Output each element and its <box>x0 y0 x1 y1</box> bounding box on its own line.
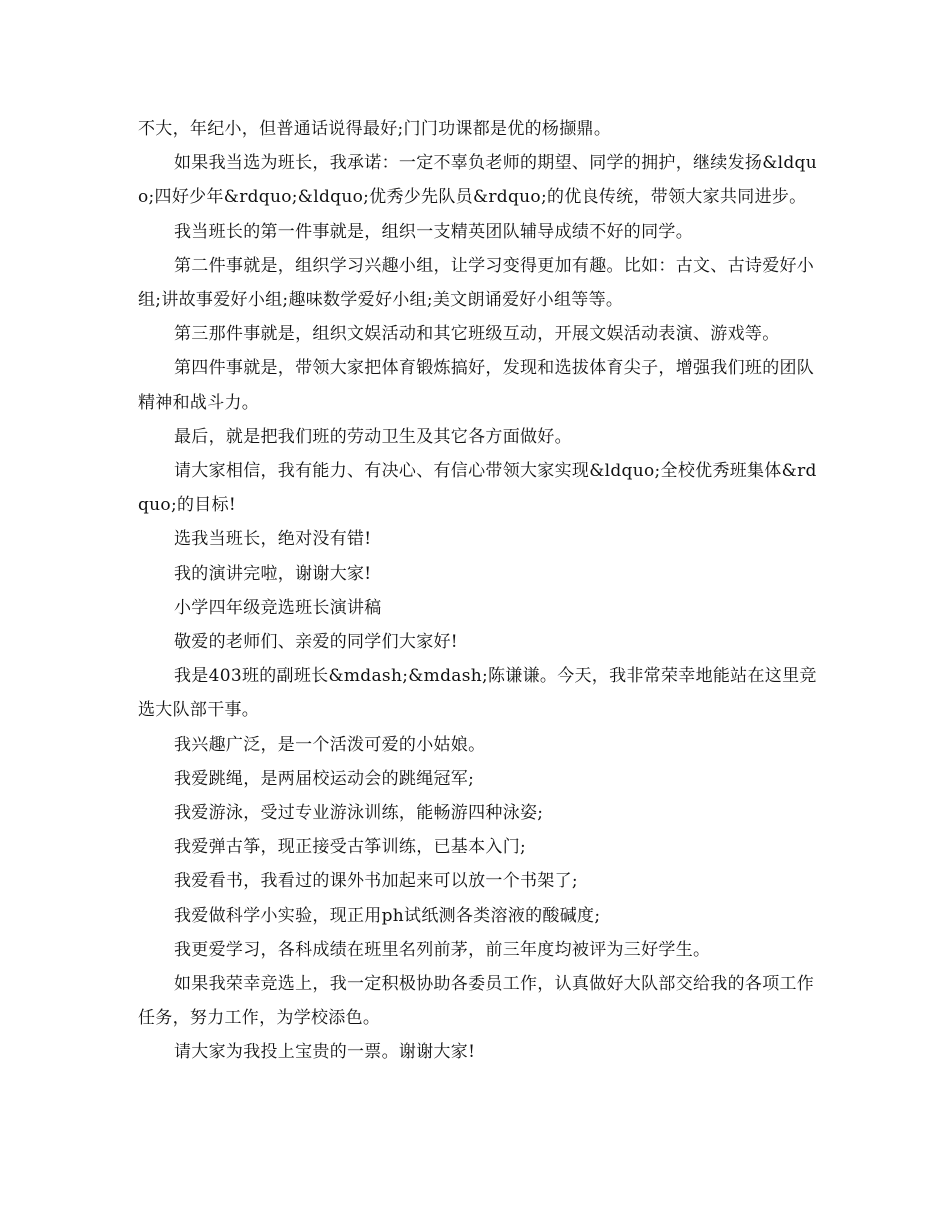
section-title: 小学四年级竞选班长演讲稿 <box>174 597 382 618</box>
paragraph: 我更爱学习，各科成绩在班里名列前茅，前三年度均被评为三好学生。 <box>174 939 711 960</box>
closing-line: 请大家为我投上宝贵的一票。谢谢大家! <box>174 1042 476 1063</box>
paragraph: 最后，就是把我们班的劳动卫生及其它各方面做好。 <box>174 426 572 447</box>
paragraph: 我兴趣广泛，是一个活泼可爱的小姑娘。 <box>174 734 486 755</box>
paragraph: 我是403班的副班长&mdash;&mdash;陈谦谦。今天，我非常荣幸地能站在这里竞选大队部干事。 <box>138 666 817 721</box>
document-body <box>138 112 818 1070</box>
paragraph: 我爱跳绳，是两届校运动会的跳绳冠军; <box>174 768 475 789</box>
paragraph: 不大，年纪小，但普通话说得最好;门门功课都是优的杨撷鼎。 <box>138 119 612 139</box>
paragraph: 如果我荣幸竞选上，我一定积极协助各委员工作，认真做好大队部交给我的各项工作任务，努力工作，为学校添色。 <box>138 974 815 1029</box>
paragraph: 我爱做科学小实验，现正用ph试纸测各类溶液的酸碱度; <box>174 905 601 926</box>
paragraph: 第三那件事就是，组织文娱活动和其它班级互动，开展文娱活动表演、游戏等。 <box>174 324 780 345</box>
paragraph: 请大家相信，我有能力、有决心、有信心带领大家实现&ldquo;全校优秀班集体&rdquo;的目标! <box>138 461 817 516</box>
paragraph: 我的演讲完啦，谢谢大家! <box>174 563 372 584</box>
paragraph: 我爱弹古筝，现正接受古筝训练，已基本入门; <box>174 837 527 858</box>
greeting: 敬爱的老师们、亲爱的同学们大家好! <box>174 632 458 653</box>
paragraph: 我爱游泳，受过专业游泳训练，能畅游四种泳姿; <box>174 803 544 824</box>
paragraph: 第二件事就是，组织学习兴趣小组，让学习变得更加有趣。比如：古文、古诗爱好小组;讲故事爱好小组;趣味数学爱好小组;美文朗诵爱好小组等等。 <box>138 255 815 311</box>
paragraph: 第四件事就是，带领大家把体育锻炼搞好，发现和选拔体育尖子，增强我们班的团队精神和战斗力。 <box>138 358 815 413</box>
paragraph: 我当班长的第一件事就是，组织一支精英团队辅导成绩不好的同学。 <box>174 221 693 242</box>
paragraph: 选我当班长，绝对没有错! <box>174 529 372 550</box>
paragraph: 如果我当选为班长，我承诺：一定不辜负老师的期望、同学的拥护，继续发扬&ldquo;四好少年&rdquo;&ldquo;优秀少先队员&rdquo;的优良传统，带领大家共同进步。 <box>138 153 817 208</box>
paragraph: 我爱看书，我看过的课外书加起来可以放一个书架了; <box>174 871 578 892</box>
